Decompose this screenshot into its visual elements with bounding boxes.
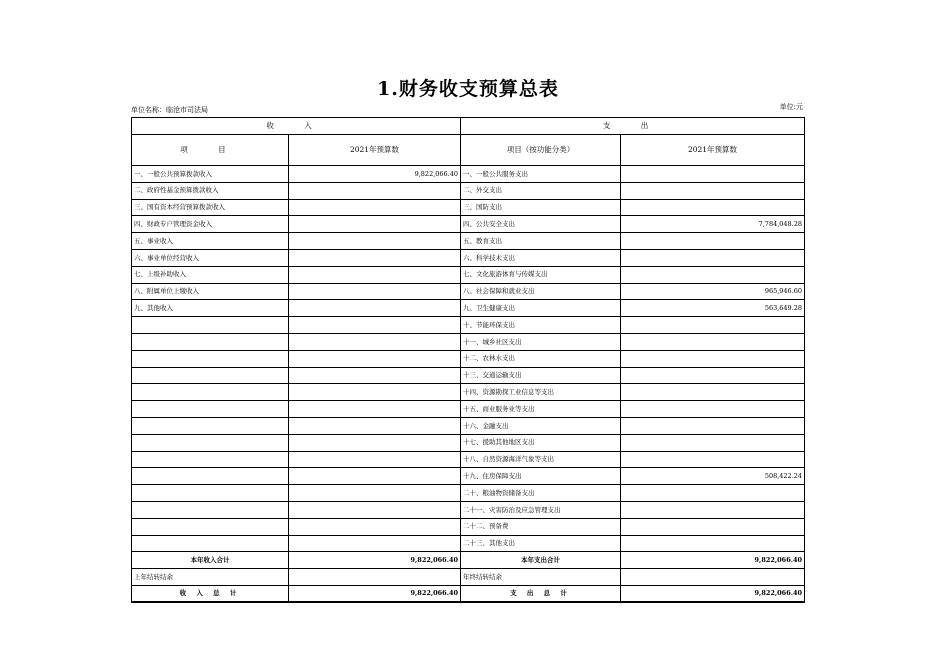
- income-value-cell: [289, 300, 461, 317]
- income-item-cell: [132, 451, 289, 468]
- table-row: [132, 182, 805, 199]
- income-item-cell: [132, 367, 289, 384]
- income-item-cell: 八、附属单位上缴收入: [132, 283, 289, 300]
- expense-item-cell: 十八、自然资源海洋气象等支出: [461, 451, 621, 468]
- table-row: [132, 317, 805, 334]
- table-row: [132, 199, 805, 216]
- income-item-cell: [132, 384, 289, 401]
- expense-value-cell: 965,946.60: [621, 283, 805, 300]
- expense-value-cell: [621, 249, 805, 266]
- table-row: [132, 249, 805, 266]
- expense-value-cell: 7,784,048.28: [621, 216, 805, 233]
- income-item-cell: 九、其他收入: [132, 300, 289, 317]
- expense-value-cell: [621, 166, 805, 183]
- income-item-cell: [132, 401, 289, 418]
- grand-income-total-label: 收 入 总 计: [132, 585, 289, 602]
- year-income-total-value: 9,822,066.40: [289, 552, 461, 569]
- income-value-cell: [289, 434, 461, 451]
- income-value-cell: [289, 350, 461, 367]
- table-row: [132, 468, 805, 485]
- table-row: [132, 233, 805, 250]
- expense-value-cell: [621, 367, 805, 384]
- table-row: [132, 384, 805, 401]
- income-value-cell: [289, 233, 461, 250]
- expense-item-cell: 十六、金融支出: [461, 417, 621, 434]
- expense-item-cell: 十、节能环保支出: [461, 317, 621, 334]
- income-value-cell: [289, 384, 461, 401]
- table-row: [132, 485, 805, 502]
- expense-item-cell: 十九、住房保障支出: [461, 468, 621, 485]
- table-row: [132, 535, 805, 552]
- unit-name-label: 单位名称：临沧市司法局: [131, 106, 208, 114]
- expense-value-cell: [621, 518, 805, 535]
- expense-value-cell: [621, 233, 805, 250]
- expense-value-cell: [621, 451, 805, 468]
- table-row: [132, 451, 805, 468]
- expense-item-cell: 二十一、灾害防治及应急管理支出: [461, 501, 621, 518]
- table-row: [132, 300, 805, 317]
- table-row: [132, 401, 805, 418]
- table-row: [132, 434, 805, 451]
- income-item-cell: [132, 317, 289, 334]
- table-row: [132, 216, 805, 233]
- income-value-cell: [289, 216, 461, 233]
- expense-value-cell: 563,649.28: [621, 300, 805, 317]
- expense-value-cell: [621, 501, 805, 518]
- expense-item-cell: 一、一般公共服务支出: [461, 166, 621, 183]
- expense-item-cell: 八、社会保障和就业支出: [461, 283, 621, 300]
- expense-item-cell: 十三、交通运输支出: [461, 367, 621, 384]
- expense-item-cell: 三、国防支出: [461, 199, 621, 216]
- carryover-row: [132, 569, 805, 586]
- carry-out-value: [621, 569, 805, 586]
- income-item-cell: 六、事业单位经营收入: [132, 249, 289, 266]
- expense-item-cell: 二十、粮油物资储备支出: [461, 485, 621, 502]
- expense-section-header: 支 出: [461, 118, 805, 135]
- table-row: [132, 283, 805, 300]
- income-item-cell: 三、国有资本经营预算拨款收入: [132, 199, 289, 216]
- expense-budget-header: 2021年预算数: [621, 135, 805, 166]
- table-row: [132, 350, 805, 367]
- income-value-cell: [289, 485, 461, 502]
- expense-item-cell: 二、外交支出: [461, 182, 621, 199]
- year-expense-total-label: 本年支出合计: [461, 552, 621, 569]
- table-row: [132, 266, 805, 283]
- income-value-cell: [289, 317, 461, 334]
- expense-value-cell: [621, 384, 805, 401]
- income-value-cell: [289, 518, 461, 535]
- budget-summary-table: [131, 117, 805, 603]
- table-body: [132, 118, 805, 602]
- carry-in-value: [289, 569, 461, 586]
- income-item-cell: [132, 468, 289, 485]
- expense-value-cell: [621, 266, 805, 283]
- income-value-cell: [289, 266, 461, 283]
- income-item-cell: 二、政府性基金预算拨款收入: [132, 182, 289, 199]
- currency-unit-label: 单位:元: [779, 103, 803, 111]
- income-value-cell: [289, 367, 461, 384]
- year-total-row: [132, 552, 805, 569]
- income-item-header: 项 目: [132, 135, 289, 166]
- income-value-cell: [289, 501, 461, 518]
- header-row-columns: [132, 135, 805, 166]
- income-value-cell: [289, 451, 461, 468]
- income-item-cell: [132, 518, 289, 535]
- expense-value-cell: [621, 182, 805, 199]
- expense-item-cell: 十四、资源勘探工业信息等支出: [461, 384, 621, 401]
- table-row: [132, 501, 805, 518]
- expense-value-cell: [621, 317, 805, 334]
- expense-item-cell: 二十三、其他支出: [461, 535, 621, 552]
- header-row-sections: [132, 118, 805, 135]
- income-value-cell: [289, 401, 461, 418]
- table-row: [132, 417, 805, 434]
- grand-expense-total-value: 9,822,066.40: [621, 585, 805, 602]
- income-item-cell: [132, 434, 289, 451]
- expense-item-cell: 七、文化旅游体育与传媒支出: [461, 266, 621, 283]
- expense-value-cell: [621, 535, 805, 552]
- income-value-cell: [289, 182, 461, 199]
- expense-value-cell: [621, 199, 805, 216]
- expense-item-cell: 二十二、预备费: [461, 518, 621, 535]
- expense-value-cell: [621, 401, 805, 418]
- expense-value-cell: [621, 333, 805, 350]
- income-value-cell: [289, 333, 461, 350]
- income-value-cell: [289, 249, 461, 266]
- carry-out-label: 年终结转结余: [461, 569, 621, 586]
- expense-value-cell: [621, 417, 805, 434]
- expense-item-cell: 十五、商业服务业等支出: [461, 401, 621, 418]
- income-value-cell: [289, 468, 461, 485]
- expense-value-cell: [621, 434, 805, 451]
- expense-item-cell: 九、卫生健康支出: [461, 300, 621, 317]
- grand-total-row: [132, 585, 805, 602]
- income-item-cell: [132, 501, 289, 518]
- table-row: [132, 518, 805, 535]
- income-item-cell: [132, 485, 289, 502]
- year-income-total-label: 本年收入合计: [132, 552, 289, 569]
- expense-value-cell: 508,422.24: [621, 468, 805, 485]
- expense-item-cell: 十一、城乡社区支出: [461, 333, 621, 350]
- income-value-cell: [289, 417, 461, 434]
- table-row: [132, 166, 805, 183]
- income-item-cell: 四、财政专户管理资金收入: [132, 216, 289, 233]
- expense-item-header: 项目（按功能分类）: [461, 135, 621, 166]
- income-value-cell: [289, 199, 461, 216]
- table-row: [132, 333, 805, 350]
- income-item-cell: [132, 417, 289, 434]
- expense-item-cell: 十二、农林水支出: [461, 350, 621, 367]
- expense-item-cell: 五、教育支出: [461, 233, 621, 250]
- income-budget-header: 2021年预算数: [289, 135, 461, 166]
- income-item-cell: [132, 535, 289, 552]
- income-value-cell: 9,822,066.40: [289, 166, 461, 183]
- table-row: [132, 367, 805, 384]
- income-value-cell: [289, 283, 461, 300]
- income-section-header: 收 入: [132, 118, 461, 135]
- page-title: 1.财务收支预算总表: [377, 78, 559, 100]
- income-item-cell: [132, 350, 289, 367]
- expense-item-cell: 十七、援助其他地区支出: [461, 434, 621, 451]
- income-item-cell: 五、事业收入: [132, 233, 289, 250]
- grand-income-total-value: 9,822,066.40: [289, 585, 461, 602]
- grand-expense-total-label: 支 出 总 计: [461, 585, 621, 602]
- income-value-cell: [289, 535, 461, 552]
- year-expense-total-value: 9,822,066.40: [621, 552, 805, 569]
- expense-item-cell: 六、科学技术支出: [461, 249, 621, 266]
- income-item-cell: 七、上级补助收入: [132, 266, 289, 283]
- expense-value-cell: [621, 485, 805, 502]
- expense-value-cell: [621, 350, 805, 367]
- carry-in-label: 上年结转结余: [132, 569, 289, 586]
- income-item-cell: 一、一般公共预算拨款收入: [132, 166, 289, 183]
- expense-item-cell: 四、公共安全支出: [461, 216, 621, 233]
- income-item-cell: [132, 333, 289, 350]
